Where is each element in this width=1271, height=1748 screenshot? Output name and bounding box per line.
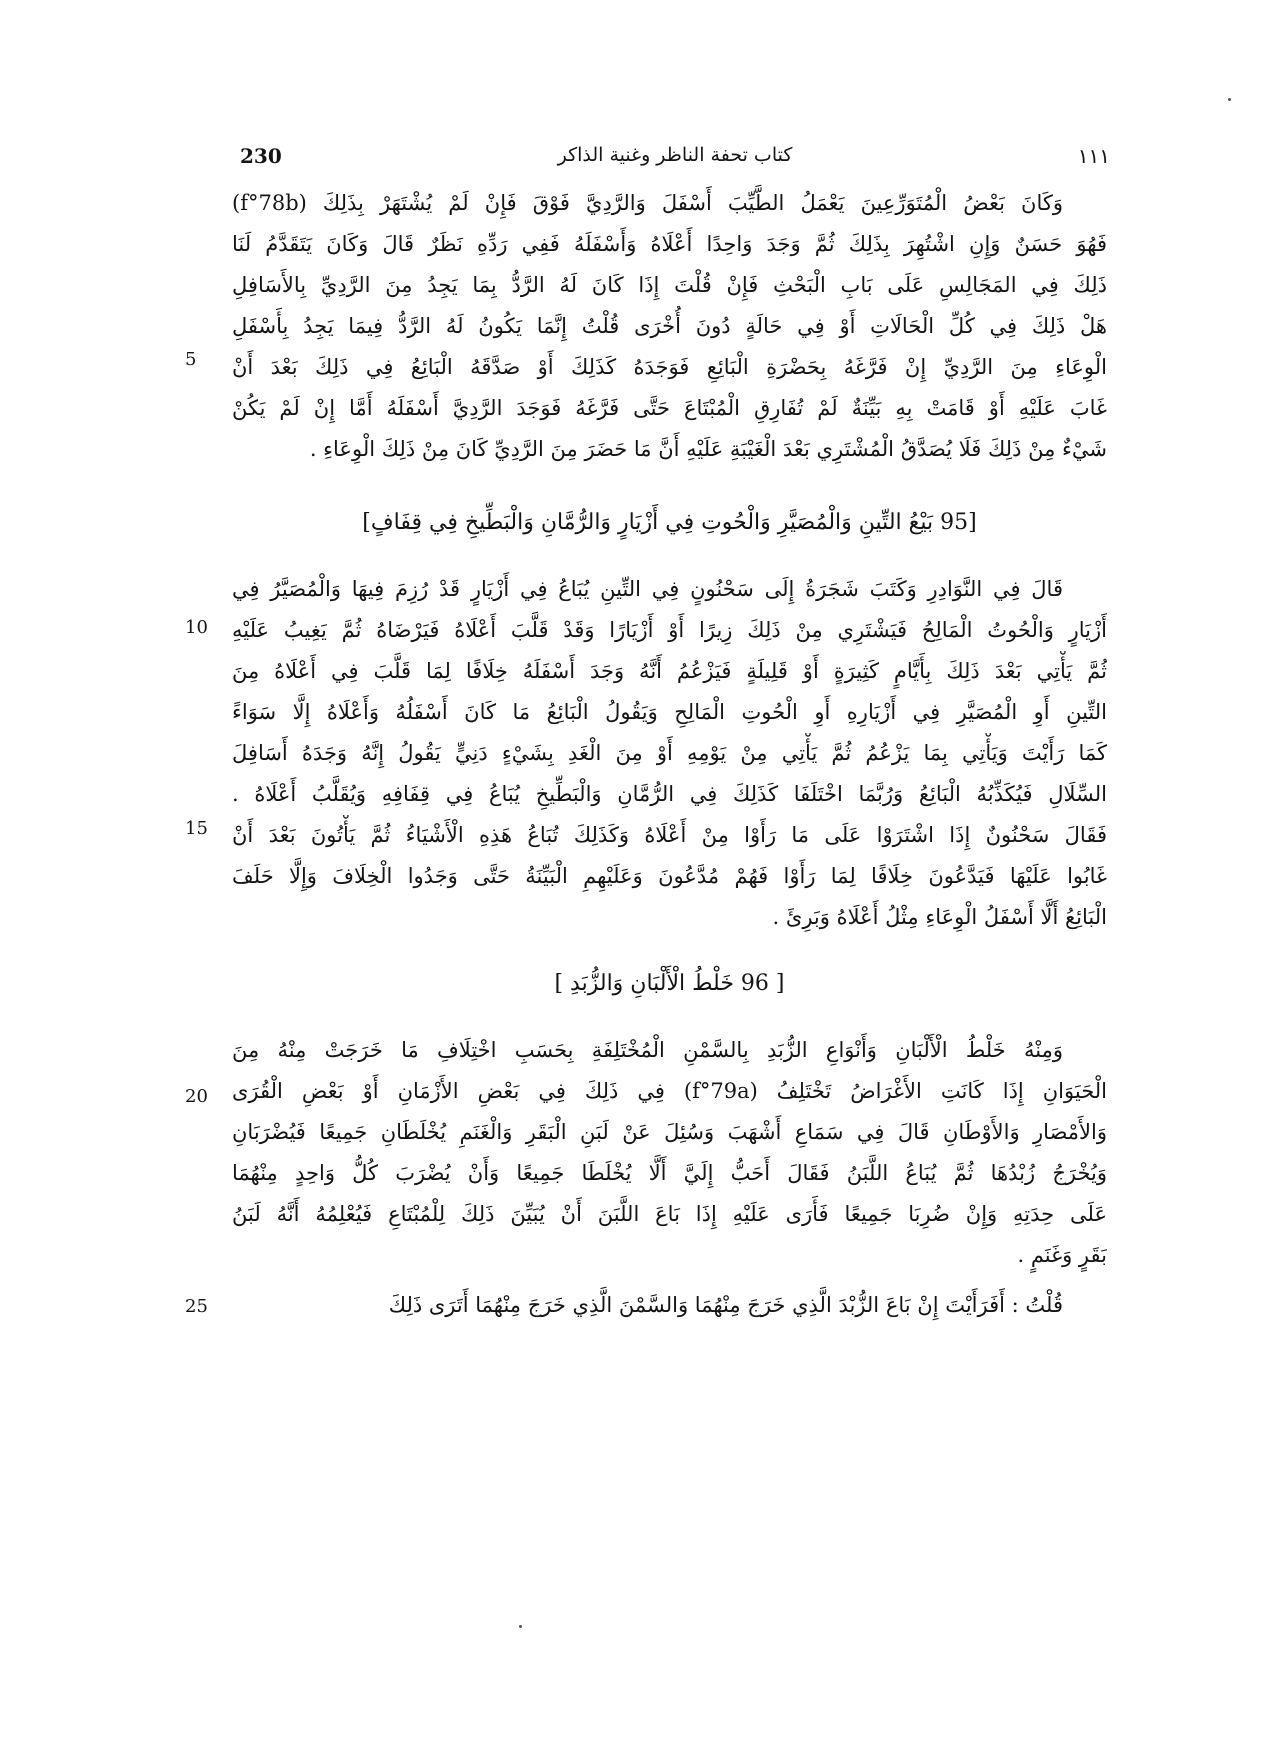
section-heading-95: [95 بَيْعُ التِّينِ وَالْمُصَيَّرِ وَالْحُوتِ فِي أَزْيَارٍ وَالرُّمَّانِ وَالْبَطِّيخِ فِي قِفَافٍ] — [362, 510, 977, 535]
line-number: 15 — [185, 818, 208, 839]
text-line: فَقَالَ سَحْنُونٌ إِذَا اشْتَرَوْا عَلَى مَا رَأَوْا مِنْ أَعْلَاهُ وَكَذَلِكَ تُبَاعُ هَذِهِ الْأَشْيَاءُ ثُمَّ يَأْتُونَ بَعْدَ أَنْ — [232, 823, 1107, 847]
text-line: وَكَانَ بَعْضُ الْمُتَوَرِّعِينَ يَعْمَلُ الطَّيِّبَ أَسْفَلَ وَالرَّدِيَّ فَوْقَ فَإِنْ لَمْ يُشْتَهَرْ بِذَلِكَ (f°78b) — [232, 191, 1063, 215]
text-line: الْحَيَوَانِ إِذَا كَانَتِ الأَغْرَاضُ تَخْتَلِفُ (f°79a) فِي ذَلِكَ فِي بَعْضِ الأَزْمَانِ أَوْ بَعْضِ الْقُرَى — [232, 1079, 1107, 1103]
text-line: التِّينِ أَوِ الْمُصَيَّرِ فِي أَزْيَارِهِ أَوِ الْحُوتِ الْمَالِحِ وَيَقُولُ الْبَائِعُ مَا كَانَ أَسْفَلُهُ وَأَعْلَاهُ إِلَّا سَوَاءً — [232, 700, 1107, 724]
text-line: وَالأَمْصَارِ وَالأَوْطَانِ قَالَ فِي سَمَاعِ أَشْهَبَ وَسُئِلَ عَنْ لَبَنِ الْبَقَرِ وَالْغَنَمِ يُخْلَطَانِ جَمِيعًا فَيُضْرَبَانِ — [232, 1120, 1107, 1144]
text-line: بَقَرٍ وَغَنَمٍ . — [1017, 1243, 1107, 1267]
paragraph-section-1 — [232, 183, 1107, 470]
text-line: هَلْ ذَلِكَ فِي كُلِّ الْحَالَاتِ أَوْ فِي حَالَةٍ دُونَ أُخْرَى قُلْتُ إِنَّمَا يَكُونُ لَهُ الرَّدُّ فِيمَا يَجِدُ بِأَسْفَلِ — [232, 314, 1107, 338]
line-number: 10 — [185, 617, 208, 638]
text-line: قَالَ فِي النَّوَادِرِ وَكَتَبَ شَجَرَةُ إِلَى سَحْنُونٍ فِي التِّينِ يُبَاعُ فِي أَزْيَارٍ قَدْ رُزِمَ فِيهَا وَالْمُصَيَّرُ فِي — [232, 577, 1063, 601]
text-line: أَزْيَارٍ وَالْحُوتُ الْمَالِحُ فَيَشْتَرِي مِنْ ذَلِكَ زِيرًا أَوْ أَزْيَارًا وَقَدْ قَلَّبَ أَعْلَاهُ فَيَرْضَاهُ ثُمَّ يَغِيبُ عَلَيْهِ — [232, 618, 1107, 642]
paragraph-section-3 — [232, 1030, 1107, 1276]
book-title: كتاب تحفة الناظر وغنية الذاكر — [557, 144, 793, 166]
text-line: وَيُخْرَجُ زُبْدُهَا ثُمَّ يُبَاعُ اللَّبَنُ فَقَالَ أَحَبُّ إِلَيَّ أَلَّا يُخْلَطَا جَمِيعًا وَأَنْ يُضْرَبَ كُلُّ وَاحِدٍ مِنْهُمَا — [232, 1161, 1107, 1185]
line-number: 5 — [185, 349, 197, 370]
text-line: الْوِعَاءِ مِنَ الرَّدِيِّ إِنْ فَرَّغَهُ بِحَضْرَةِ الْبَائِعِ فَوَجَدَهُ كَذَلِكَ أَوْ صَدَّقَهُ الْبَائِعُ فِي ذَلِكَ بَعْدَ أَنْ — [232, 355, 1107, 379]
text-line: شَيْءٌ مِنْ ذَلِكَ فَلَا يُصَدَّقُ الْمُشْتَرِي بَعْدَ الْغَيْبَةِ عَلَيْهِ أَنَّ مَا حَضَرَ مِنَ الرَّدِيِّ كَانَ مِنْ ذَلِكَ الْوِعَاءِ . — [309, 437, 1107, 461]
text-line: غَابَ عَلَيْهِ أَوْ قَامَتْ بِهِ بَيِّنَةٌ لَمْ تُفَارِقِ الْمُبْتَاعَ حَتَّى فَرَّغَهُ فَوَجَدَ الرَّدِيَّ أَسْفَلَهُ أَمَّا إِنْ لَمْ يَكُنْ — [232, 396, 1107, 420]
line-number: 25 — [185, 1296, 208, 1317]
text-line: ذَلِكَ فِي المَجَالِسِ عَلَى بَابِ الْبَحْثِ فَإِنْ قُلْتَ إِذَا كَانَ لَهُ الرَّدُّ بِمَا يَجِدُ مِنَ الرَّدِيِّ بِالأَسَافِلِ — [232, 273, 1107, 297]
text-line: الْبَائِعُ أَلَّا أَسْفَلُ الْوِعَاءِ مِثْلُ أَعْلَاهُ وَبَرِئَ . — [772, 905, 1107, 929]
text-line: وَمِنْهُ خَلْطُ الْأَلْبَانِ وَأَنْوَاعِ الزُّبَدِ بِالسَّمْنِ الْمُخْتَلِفَةِ بِحَسَبِ اخْتِلَافِ مَا خَرَجَتْ مِنْهُ مِنَ — [232, 1038, 1063, 1062]
running-head — [240, 144, 1110, 184]
page-number-arabic: ١١١ — [1077, 144, 1110, 168]
text-line: عَلَى حِدَتِهِ وَإِنْ ضُرِبَا جَمِيعًا فَأَرَى عَلَيْهِ إِذَا بَاعَ اللَّبَنَ أَنْ يُبَيِّنَ ذَلِكَ لِلْمُبْتَاعِ فَيُعْلِمُهُ أَنَّهُ لَبَنُ — [232, 1202, 1107, 1226]
text-line: غَابُوا عَلَيْهَا فَيَدَّعُونَ خِلَافًا لِمَا رَأَوْا فَهُمْ مُدَّعُونَ وَعَلَيْهِمِ الْبَيِّنَةُ حَتَّى وَجَدُوا الْخِلَافَ وَإِلَّا حَلَفَ — [232, 864, 1107, 888]
section-heading-96: [ 96 خَلْطُ الْأَلْبَانِ وَالزُّبَدِ ] — [554, 971, 785, 996]
text-line: فَهُوَ حَسَنٌ وَإِنِ اشْتُهِرَ بِذَلِكَ ثُمَّ وَجَدَ وَاحِدًا أَعْلَاهُ وَأَسْفَلَهُ فَفِي رَدِّهِ نَظَرٌ قَالَ وَكَانَ يَتَقَدَّمُ لَنَا — [232, 232, 1107, 256]
scan-speck — [519, 1625, 522, 1628]
paragraph-section-3-continued — [232, 1285, 1107, 1326]
text-line: قُلْتُ : أَفَرَأَيْتَ إِنْ بَاعَ الزُّبْدَ الَّذِي خَرَجَ مِنْهُمَا وَالسَّمْنَ الَّذِي خَرَجَ مِنْهُمَا أَتَرَى ذَلِكَ — [388, 1293, 1063, 1317]
text-line: كَمَا رَأَيْتَ وَيَأْتِي بِمَا يَزْعُمُ ثُمَّ يَأْتِي مِنْ يَوْمِهِ أَوْ مِنَ الْغَدِ بِشَيْءٍ دَنِيٍّ يَقُولُ إِنَّهُ وَجَدَهُ أَسَافِلَ — [232, 741, 1107, 765]
page-number-latin: 230 — [240, 144, 282, 168]
text-line: السِّلَالِ فَيُكَذِّبُهُ الْبَائِعُ وَرُبَّمَا اخْتَلَفَا كَذَلِكَ فِي الرُّمَّانِ وَالْبَطِّيخِ يُبَاعُ فِي قِفَافِهِ وَيُقَلَّبُ أَعْلَاهُ . — [232, 782, 1107, 806]
text-line: ثُمَّ يَأْتِي بَعْدَ ذَلِكَ بِأَيَّامٍ كَثِيرَةٍ أَوْ قَلِيلَةٍ فَيَزْعُمُ أَنَّهُ وَجَدَ أَسْفَلَهُ خِلَافًا لِمَا قَلَّبَ فِي أَعْلَاهُ مِنَ — [232, 659, 1107, 683]
line-number: 20 — [185, 1086, 208, 1107]
paragraph-section-2 — [232, 569, 1107, 938]
scan-speck — [1228, 98, 1231, 101]
